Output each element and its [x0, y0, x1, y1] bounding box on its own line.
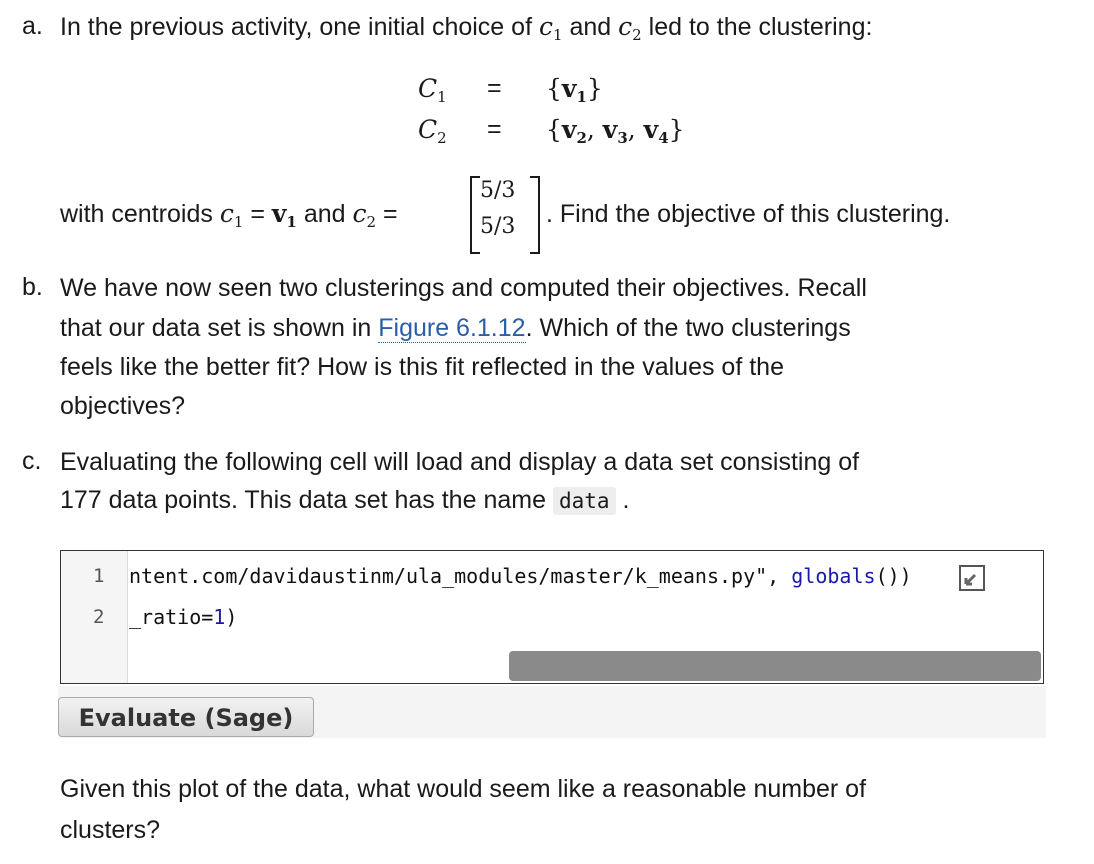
line-number-2: 2 [93, 606, 105, 628]
cluster-set-2: {$v_2$, $v_3$, $v_4$} [546, 115, 685, 147]
part-c-line2: 177 data points. This data set has the name data . [60, 486, 630, 514]
code-line-1[interactable]: ntent.com/davidaustinm/ula_modules/master/k_means.py", globals()) [129, 564, 912, 588]
part-b-line4: objectives? [60, 392, 186, 420]
part-b-line2: that our data set is shown in Figure 6.1.12. Which of the two clusterings [60, 314, 851, 342]
matrix-entry-1: 5/3 [480, 178, 516, 203]
code-line-2[interactable]: _ratio=1) [129, 605, 238, 629]
code-editor[interactable] [60, 550, 1044, 684]
horizontal-scrollbar[interactable] [509, 651, 1041, 681]
part-b-line3: feels like the better fit? How is this fit reflected in the values of the [60, 353, 784, 381]
equals-sign-1: = [487, 74, 502, 102]
centroid-matrix [468, 176, 544, 252]
part-a-line1: In the previous activity, one initial choice of $c_1$ and $c_2$ led to the clustering: [60, 12, 873, 44]
cluster-equation-1: $C_1$ [418, 74, 447, 106]
question-line1: Given this plot of the data, what would seem like a reasonable number of [60, 775, 867, 803]
evaluate-button[interactable]: Evaluate (Sage) [58, 697, 314, 737]
item-label-c: c. [22, 447, 42, 475]
part-c-line1: Evaluating the following cell will load and display a data set consisting of [60, 448, 860, 476]
expand-icon[interactable] [959, 565, 985, 591]
item-label-b: b. [22, 273, 43, 301]
matrix-entry-2: 5/3 [480, 214, 516, 239]
find-objective-text: . Find the objective of this clustering. [546, 200, 951, 228]
centroid-text: with centroids $c_1 = v_1$ and $c_2$ = [60, 199, 398, 231]
figure-link[interactable]: Figure 6.1.12 [378, 314, 526, 342]
question-line2: clusters? [60, 816, 161, 844]
code-data-name: data [553, 487, 616, 515]
cluster-set-1: $\{v_1\}$ [546, 74, 603, 106]
part-b-line1: We have now seen two clusterings and computed their objectives. Recall [60, 274, 867, 302]
line-number-1: 1 [93, 565, 105, 587]
equals-sign-2: = [487, 115, 502, 143]
item-label-a: a. [22, 12, 43, 40]
cluster-equation-2: $C_2$ [418, 115, 447, 147]
